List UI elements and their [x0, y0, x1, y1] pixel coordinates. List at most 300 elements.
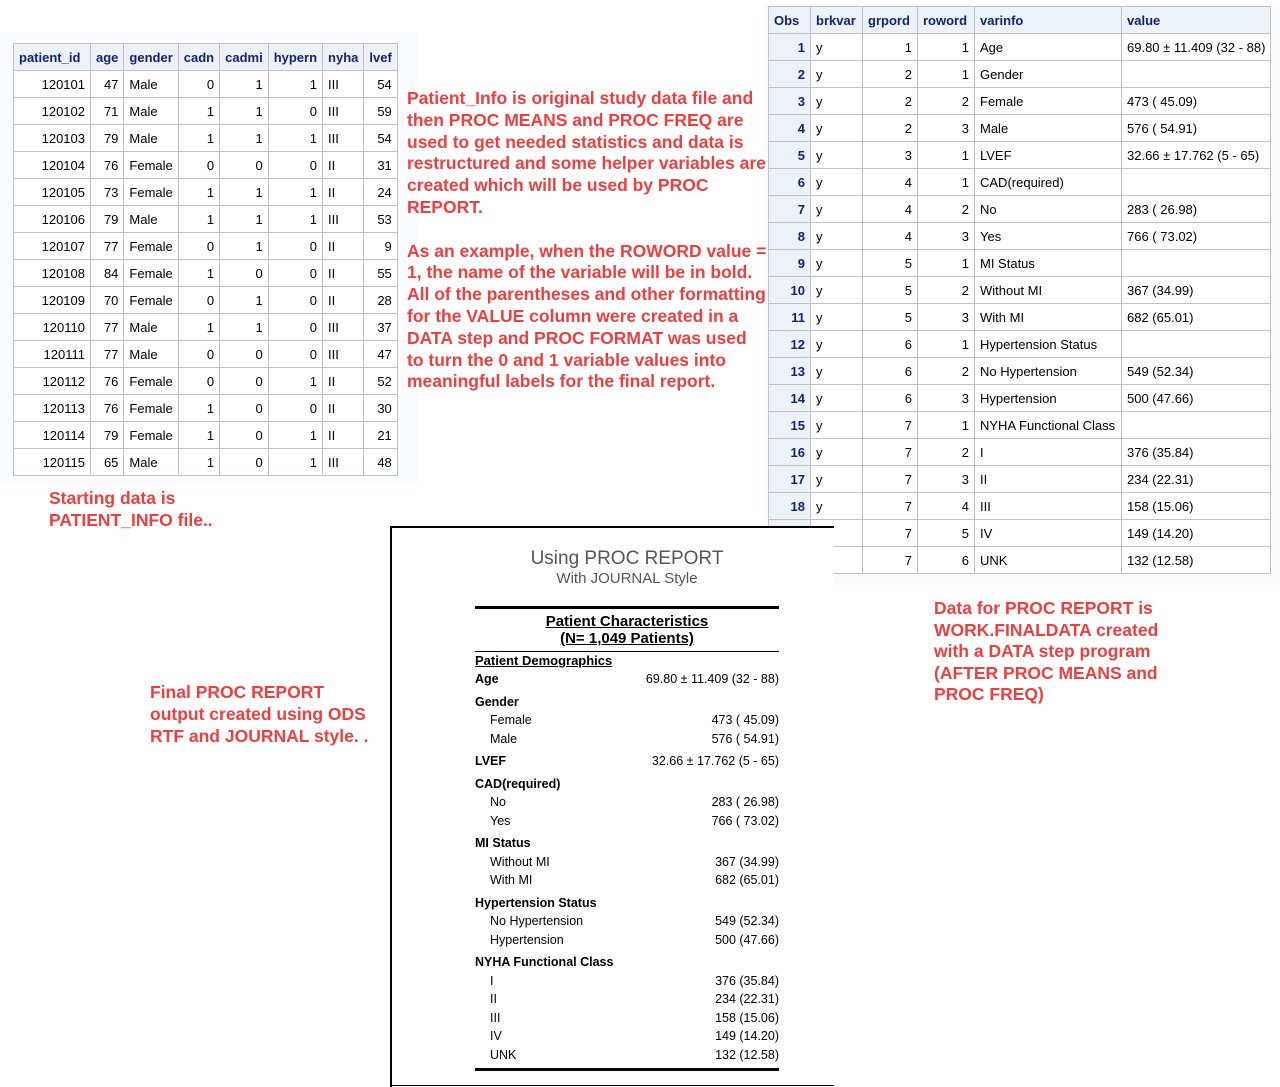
- table-row: [769, 493, 1271, 520]
- table-cell-age: 77: [91, 341, 124, 368]
- table-cell-brkvar: y: [811, 115, 863, 142]
- table-cell-value: 69.80 ± 11.409 (32 - 88): [1122, 34, 1271, 61]
- table-cell-patient_id: 120105: [14, 179, 91, 206]
- table-cell-grpord: 2: [863, 115, 918, 142]
- table-cell-hypern: 0: [268, 98, 322, 125]
- table-cell-value: 473 ( 45.09): [1122, 88, 1271, 115]
- table-row: [769, 223, 1271, 250]
- table-cell-grpord: 7: [863, 439, 918, 466]
- table-cell-grpord: 4: [863, 169, 918, 196]
- report-row-value: 682 (65.01): [715, 873, 779, 887]
- table-cell-obs: 15: [769, 412, 811, 439]
- column-header-hypern: hypern: [268, 44, 322, 71]
- table-cell-varinfo: MI Status: [975, 250, 1122, 277]
- report-row-value: 69.80 ± 11.409 (32 - 88): [645, 672, 779, 686]
- table-cell-cadmi: 1: [220, 179, 269, 206]
- report-data-text: Data for PROC REPORT is WORK.FINALDATA created with a DATA step program (AFTER PROC MEANS and PROC FREQ): [934, 598, 1159, 704]
- table-cell-age: 84: [91, 260, 124, 287]
- table-cell-age: 65: [91, 449, 124, 476]
- report-row: [475, 953, 779, 972]
- table-cell-obs: 3: [769, 88, 811, 115]
- table-row: [14, 206, 398, 233]
- report-row-value: 158 (15.06): [715, 1010, 779, 1025]
- table-cell-obs: 12: [769, 331, 811, 358]
- table-cell-value: [1122, 61, 1271, 88]
- table-cell-roword: 2: [918, 196, 975, 223]
- table-row: [14, 287, 398, 314]
- table-cell-varinfo: Gender: [975, 61, 1122, 88]
- table-cell-varinfo: UNK: [975, 547, 1122, 574]
- table-cell-cadmi: 1: [220, 71, 269, 98]
- table-cell-roword: 2: [918, 439, 975, 466]
- table-cell-lvef: 52: [364, 368, 397, 395]
- table-cell-nyha: II: [323, 260, 364, 287]
- table-cell-gender: Male: [124, 206, 178, 233]
- table-row: [14, 98, 398, 125]
- report-row: [475, 1046, 779, 1065]
- table-cell-roword: 3: [918, 304, 975, 331]
- report-row: [475, 1027, 779, 1046]
- table-cell-varinfo: Yes: [975, 223, 1122, 250]
- table-cell-cadmi: 1: [220, 233, 269, 260]
- report-row-value: 367 (34.99): [715, 854, 779, 869]
- table-cell-age: 70: [91, 287, 124, 314]
- table-cell-patient_id: 120110: [14, 314, 91, 341]
- table-cell-gender: Female: [124, 422, 178, 449]
- table-cell-cadn: 0: [178, 287, 219, 314]
- report-row-label: II: [490, 992, 497, 1006]
- report-rows: [475, 670, 779, 1064]
- table-cell-grpord: 4: [863, 196, 918, 223]
- table-cell-roword: 3: [918, 223, 975, 250]
- report-row-label: IV: [490, 1029, 502, 1043]
- table-cell-nyha: III: [323, 98, 364, 125]
- table-cell-brkvar: y: [811, 250, 863, 277]
- table-cell-patient_id: 120115: [14, 449, 91, 476]
- report-row-value: 234 (22.31): [715, 992, 779, 1006]
- table-cell-value: 682 (65.01): [1122, 304, 1271, 331]
- table-cell-value: 32.66 ± 17.762 (5 - 65): [1122, 142, 1271, 169]
- table-cell-varinfo: No: [975, 196, 1122, 223]
- table-cell-grpord: 6: [863, 385, 918, 412]
- column-header-lvef: lvef: [364, 44, 397, 71]
- table-cell-patient_id: 120112: [14, 368, 91, 395]
- table-row: [769, 520, 1271, 547]
- table-cell-gender: Male: [124, 449, 178, 476]
- table-cell-obs: 16: [769, 439, 811, 466]
- column-header-roword: roword: [918, 7, 975, 34]
- table-cell-cadn: 0: [178, 71, 219, 98]
- table-row: [769, 34, 1271, 61]
- table-cell-brkvar: y: [811, 466, 863, 493]
- table-cell-roword: 3: [918, 466, 975, 493]
- column-header-gender: gender: [124, 44, 178, 71]
- report-row: [475, 871, 779, 890]
- report-row-label: NYHA Functional Class: [475, 955, 614, 969]
- finaldata-body: [769, 34, 1271, 574]
- table-cell-patient_id: 120103: [14, 125, 91, 152]
- report-header-title: Patient Characteristics: [545, 613, 709, 630]
- table-cell-cadmi: 0: [220, 341, 269, 368]
- table-cell-hypern: 1: [268, 125, 322, 152]
- table-cell-gender: Female: [124, 395, 178, 422]
- table-cell-brkvar: y: [811, 439, 863, 466]
- starting-data-text: Starting data is PATIENT_INFO file..: [49, 488, 213, 530]
- table-cell-obs: 10: [769, 277, 811, 304]
- patient-info-table: [13, 43, 398, 476]
- table-cell-hypern: 0: [268, 314, 322, 341]
- table-cell-roword: 1: [918, 169, 975, 196]
- table-cell-age: 77: [91, 314, 124, 341]
- table-cell-grpord: 7: [863, 547, 918, 574]
- report-row-value: 473 ( 45.09): [711, 713, 779, 727]
- table-cell-brkvar: y: [811, 88, 863, 115]
- report-row-label: I: [490, 973, 494, 988]
- table-cell-varinfo: IV: [975, 520, 1122, 547]
- table-cell-cadn: 1: [178, 260, 219, 287]
- table-cell-nyha: II: [323, 233, 364, 260]
- table-cell-lvef: 28: [364, 287, 397, 314]
- table-cell-cadmi: 0: [220, 449, 269, 476]
- table-row: [769, 331, 1271, 358]
- report-row: [475, 812, 779, 831]
- report-row-label: Female: [490, 713, 532, 727]
- table-cell-cadmi: 1: [220, 314, 269, 341]
- table-cell-gender: Male: [124, 71, 178, 98]
- table-cell-obs: 7: [769, 196, 811, 223]
- table-cell-nyha: II: [323, 179, 364, 206]
- column-header-grpord: grpord: [863, 7, 918, 34]
- table-cell-lvef: 54: [364, 125, 397, 152]
- table-cell-value: 376 (35.84): [1122, 439, 1271, 466]
- table-cell-varinfo: III: [975, 493, 1122, 520]
- report-subtitle: With JOURNAL Style: [556, 570, 698, 587]
- table-row: [769, 466, 1271, 493]
- table-cell-cadmi: 1: [220, 287, 269, 314]
- table-cell-gender: Male: [124, 314, 178, 341]
- column-header-varinfo: varinfo: [975, 7, 1122, 34]
- table-cell-cadn: 1: [178, 395, 219, 422]
- table-cell-grpord: 6: [863, 331, 918, 358]
- report-row: [475, 912, 779, 931]
- table-row: [769, 250, 1271, 277]
- table-cell-nyha: II: [323, 152, 364, 179]
- table-cell-roword: 5: [918, 520, 975, 547]
- table-cell-brkvar: y: [811, 331, 863, 358]
- table-cell-varinfo: I: [975, 439, 1122, 466]
- table-cell-gender: Male: [124, 98, 178, 125]
- report-row: [475, 693, 779, 712]
- column-header-value: value: [1122, 7, 1271, 34]
- table-cell-lvef: 54: [364, 71, 397, 98]
- table-cell-grpord: 7: [863, 493, 918, 520]
- process-explanation-text: Patient_Info is original study data file and then PROC MEANS and PROC FREQ are used to get needed statistics and data is restructured and some helper variables are created which will be used by PROC REPORT. As an example, when the ROWORD value = 1, the name of the variable will be in bold. All of the parentheses and other formatting for the VALUE column were created in a DATA step and PROC FORMAT was used to turn the 0 and 1 variable values into meaningful labels for the final report.: [407, 88, 767, 392]
- table-cell-hypern: 0: [268, 152, 322, 179]
- table-cell-value: [1122, 250, 1271, 277]
- column-header-cadn: cadn: [178, 44, 219, 71]
- table-cell-patient_id: 120113: [14, 395, 91, 422]
- patient-info-panel: [0, 32, 418, 484]
- report-row-value: 549 (52.34): [715, 914, 779, 928]
- table-cell-obs: 14: [769, 385, 811, 412]
- table-cell-lvef: 55: [364, 260, 397, 287]
- report-row-value: 32.66 ± 17.762 (5 - 65): [651, 754, 779, 768]
- table-cell-gender: Male: [124, 125, 178, 152]
- final-report-note: [150, 681, 368, 747]
- table-cell-varinfo: Age: [975, 34, 1122, 61]
- table-cell-roword: 1: [918, 250, 975, 277]
- proc-report-output: [390, 526, 834, 1087]
- table-cell-roword: 2: [918, 358, 975, 385]
- table-cell-cadn: 1: [178, 314, 219, 341]
- table-cell-age: 77: [91, 233, 124, 260]
- table-row: [14, 152, 398, 179]
- table-cell-value: [1122, 412, 1271, 439]
- table-cell-cadmi: 0: [220, 395, 269, 422]
- report-row-label: Without MI: [490, 854, 550, 869]
- table-row: [769, 277, 1271, 304]
- table-cell-hypern: 1: [268, 422, 322, 449]
- table-cell-nyha: II: [323, 368, 364, 395]
- table-cell-varinfo: Hypertension Status: [975, 331, 1122, 358]
- table-cell-brkvar: y: [811, 358, 863, 385]
- report-row-value: 376 (35.84): [715, 973, 779, 988]
- finaldata-table: [768, 6, 1271, 574]
- report-row: [475, 752, 779, 771]
- table-row: [769, 385, 1271, 412]
- report-row-label: Hypertension Status: [475, 895, 597, 910]
- report-top-rule: [475, 606, 779, 609]
- table-cell-obs: 6: [769, 169, 811, 196]
- table-cell-nyha: III: [323, 341, 364, 368]
- table-cell-value: 283 ( 26.98): [1122, 196, 1271, 223]
- column-header-patient_id: patient_id: [14, 44, 91, 71]
- table-cell-cadn: 0: [178, 233, 219, 260]
- table-cell-value: 234 (22.31): [1122, 466, 1271, 493]
- table-cell-varinfo: NYHA Functional Class: [975, 412, 1122, 439]
- table-cell-age: 76: [91, 395, 124, 422]
- report-row-label: III: [490, 1010, 501, 1025]
- report-row-label: CAD(required): [475, 776, 561, 791]
- table-cell-nyha: II: [323, 395, 364, 422]
- table-cell-lvef: 21: [364, 422, 397, 449]
- table-cell-gender: Female: [124, 179, 178, 206]
- table-row: [769, 61, 1271, 88]
- table-cell-lvef: 9: [364, 233, 397, 260]
- report-row-label: Gender: [475, 694, 519, 709]
- table-cell-hypern: 1: [268, 368, 322, 395]
- table-cell-cadn: 1: [178, 422, 219, 449]
- table-cell-grpord: 3: [863, 142, 918, 169]
- table-cell-cadn: 1: [178, 98, 219, 125]
- table-cell-grpord: 7: [863, 520, 918, 547]
- table-cell-patient_id: 120106: [14, 206, 91, 233]
- report-row-value: 576 ( 54.91): [711, 731, 779, 746]
- report-title: Using PROC REPORT: [530, 548, 724, 569]
- table-cell-brkvar: y: [811, 412, 863, 439]
- table-cell-patient_id: 120104: [14, 152, 91, 179]
- table-cell-lvef: 30: [364, 395, 397, 422]
- table-cell-hypern: 1: [268, 179, 322, 206]
- report-row-label: Yes: [490, 813, 511, 828]
- table-cell-lvef: 48: [364, 449, 397, 476]
- table-cell-cadmi: 1: [220, 125, 269, 152]
- report-row-value: 500 (47.66): [715, 932, 779, 947]
- table-cell-varinfo: CAD(required): [975, 169, 1122, 196]
- table-cell-value: 132 (12.58): [1122, 547, 1271, 574]
- table-cell-cadmi: 0: [220, 152, 269, 179]
- patient-info-header-row: [14, 44, 398, 71]
- table-cell-roword: 1: [918, 61, 975, 88]
- report-row: [475, 853, 779, 872]
- report-row-value: 283 ( 26.98): [711, 795, 779, 809]
- table-cell-value: [1122, 331, 1271, 358]
- final-report-text: Final PROC REPORT output created using ODS RTF and JOURNAL style. .: [150, 682, 369, 746]
- table-cell-nyha: II: [323, 422, 364, 449]
- table-cell-gender: Female: [124, 152, 178, 179]
- table-cell-obs: 2: [769, 61, 811, 88]
- table-cell-patient_id: 120108: [14, 260, 91, 287]
- table-cell-roword: 1: [918, 34, 975, 61]
- report-row: [475, 972, 779, 991]
- table-cell-gender: Male: [124, 341, 178, 368]
- table-cell-roword: 1: [918, 142, 975, 169]
- report-row: [475, 1009, 779, 1028]
- table-cell-age: 71: [91, 98, 124, 125]
- table-cell-value: 158 (15.06): [1122, 493, 1271, 520]
- table-cell-cadn: 1: [178, 206, 219, 233]
- report-row: [475, 894, 779, 913]
- table-cell-hypern: 0: [268, 341, 322, 368]
- table-cell-cadn: 0: [178, 368, 219, 395]
- table-cell-obs: 5: [769, 142, 811, 169]
- table-cell-grpord: 6: [863, 358, 918, 385]
- report-table: [475, 606, 779, 1071]
- table-cell-varinfo: Without MI: [975, 277, 1122, 304]
- table-cell-obs: 9: [769, 250, 811, 277]
- report-header-count: (N= 1,049 Patients): [560, 630, 694, 647]
- report-row-label: With MI: [490, 873, 533, 887]
- report-row-label: MI Status: [475, 836, 531, 850]
- table-row: [14, 260, 398, 287]
- report-row-label: Age: [475, 672, 499, 686]
- table-cell-gender: Female: [124, 287, 178, 314]
- table-cell-lvef: 24: [364, 179, 397, 206]
- table-cell-hypern: 1: [268, 71, 322, 98]
- table-cell-grpord: 2: [863, 61, 918, 88]
- table-cell-hypern: 0: [268, 233, 322, 260]
- table-cell-obs: 1: [769, 34, 811, 61]
- report-frame-bottom-rule: [392, 1085, 834, 1086]
- table-cell-roword: 3: [918, 115, 975, 142]
- table-cell-value: [1122, 169, 1271, 196]
- table-cell-grpord: 7: [863, 412, 918, 439]
- table-cell-patient_id: 120102: [14, 98, 91, 125]
- report-row-value: 132 (12.58): [715, 1047, 779, 1062]
- table-row: [14, 449, 398, 476]
- table-cell-patient_id: 120114: [14, 422, 91, 449]
- table-cell-hypern: 0: [268, 395, 322, 422]
- table-cell-varinfo: No Hypertension: [975, 358, 1122, 385]
- report-bottom-rule: [475, 1068, 779, 1071]
- report-row-value: 766 ( 73.02): [711, 813, 779, 828]
- table-cell-value: 766 ( 73.02): [1122, 223, 1271, 250]
- table-cell-grpord: 1: [863, 34, 918, 61]
- table-cell-age: 47: [91, 71, 124, 98]
- table-cell-age: 73: [91, 179, 124, 206]
- report-row: [475, 793, 779, 812]
- table-cell-cadmi: 0: [220, 368, 269, 395]
- report-row-label: No Hypertension: [490, 914, 584, 928]
- table-cell-value: 367 (34.99): [1122, 277, 1271, 304]
- report-row: [475, 670, 779, 689]
- table-cell-grpord: 5: [863, 250, 918, 277]
- table-cell-lvef: 53: [364, 206, 397, 233]
- table-cell-hypern: 0: [268, 287, 322, 314]
- table-cell-age: 76: [91, 152, 124, 179]
- table-cell-obs: 13: [769, 358, 811, 385]
- table-cell-nyha: II: [323, 287, 364, 314]
- table-row: [14, 179, 398, 206]
- table-row: [769, 115, 1271, 142]
- table-cell-obs: 11: [769, 304, 811, 331]
- table-cell-brkvar: y: [811, 277, 863, 304]
- report-section-heading: Patient Demographics: [475, 653, 613, 668]
- table-cell-roword: 4: [918, 493, 975, 520]
- report-row-value: 149 (14.20): [715, 1029, 779, 1043]
- table-cell-patient_id: 120107: [14, 233, 91, 260]
- table-cell-brkvar: y: [811, 169, 863, 196]
- table-cell-grpord: 4: [863, 223, 918, 250]
- table-cell-cadmi: 0: [220, 422, 269, 449]
- table-cell-cadn: 0: [178, 341, 219, 368]
- table-cell-brkvar: y: [811, 142, 863, 169]
- table-cell-roword: 3: [918, 385, 975, 412]
- table-cell-brkvar: y: [811, 223, 863, 250]
- table-cell-brkvar: y: [811, 493, 863, 520]
- table-cell-varinfo: Female: [975, 88, 1122, 115]
- table-cell-obs: 8: [769, 223, 811, 250]
- table-cell-brkvar: y: [811, 61, 863, 88]
- table-cell-obs: 18: [769, 493, 811, 520]
- table-cell-varinfo: II: [975, 466, 1122, 493]
- table-cell-brkvar: y: [811, 385, 863, 412]
- table-cell-grpord: 5: [863, 277, 918, 304]
- table-cell-brkvar: y: [811, 304, 863, 331]
- table-row: [769, 358, 1271, 385]
- table-cell-nyha: III: [323, 206, 364, 233]
- report-row-label: Male: [490, 731, 518, 746]
- table-cell-lvef: 59: [364, 98, 397, 125]
- report-row: [475, 834, 779, 853]
- table-cell-value: 149 (14.20): [1122, 520, 1271, 547]
- table-cell-cadn: 1: [178, 125, 219, 152]
- table-cell-roword: 1: [918, 412, 975, 439]
- finaldata-panel: [764, 5, 1280, 585]
- table-row: [769, 304, 1271, 331]
- table-cell-cadn: 0: [178, 152, 219, 179]
- table-cell-roword: 6: [918, 547, 975, 574]
- table-cell-gender: Female: [124, 368, 178, 395]
- table-cell-varinfo: Male: [975, 115, 1122, 142]
- table-row: [14, 422, 398, 449]
- table-cell-varinfo: Hypertension: [975, 385, 1122, 412]
- table-cell-cadmi: 0: [220, 260, 269, 287]
- column-header-age: age: [91, 44, 124, 71]
- report-row-label: UNK: [490, 1047, 517, 1062]
- table-cell-value: 500 (47.66): [1122, 385, 1271, 412]
- report-row: [475, 931, 779, 950]
